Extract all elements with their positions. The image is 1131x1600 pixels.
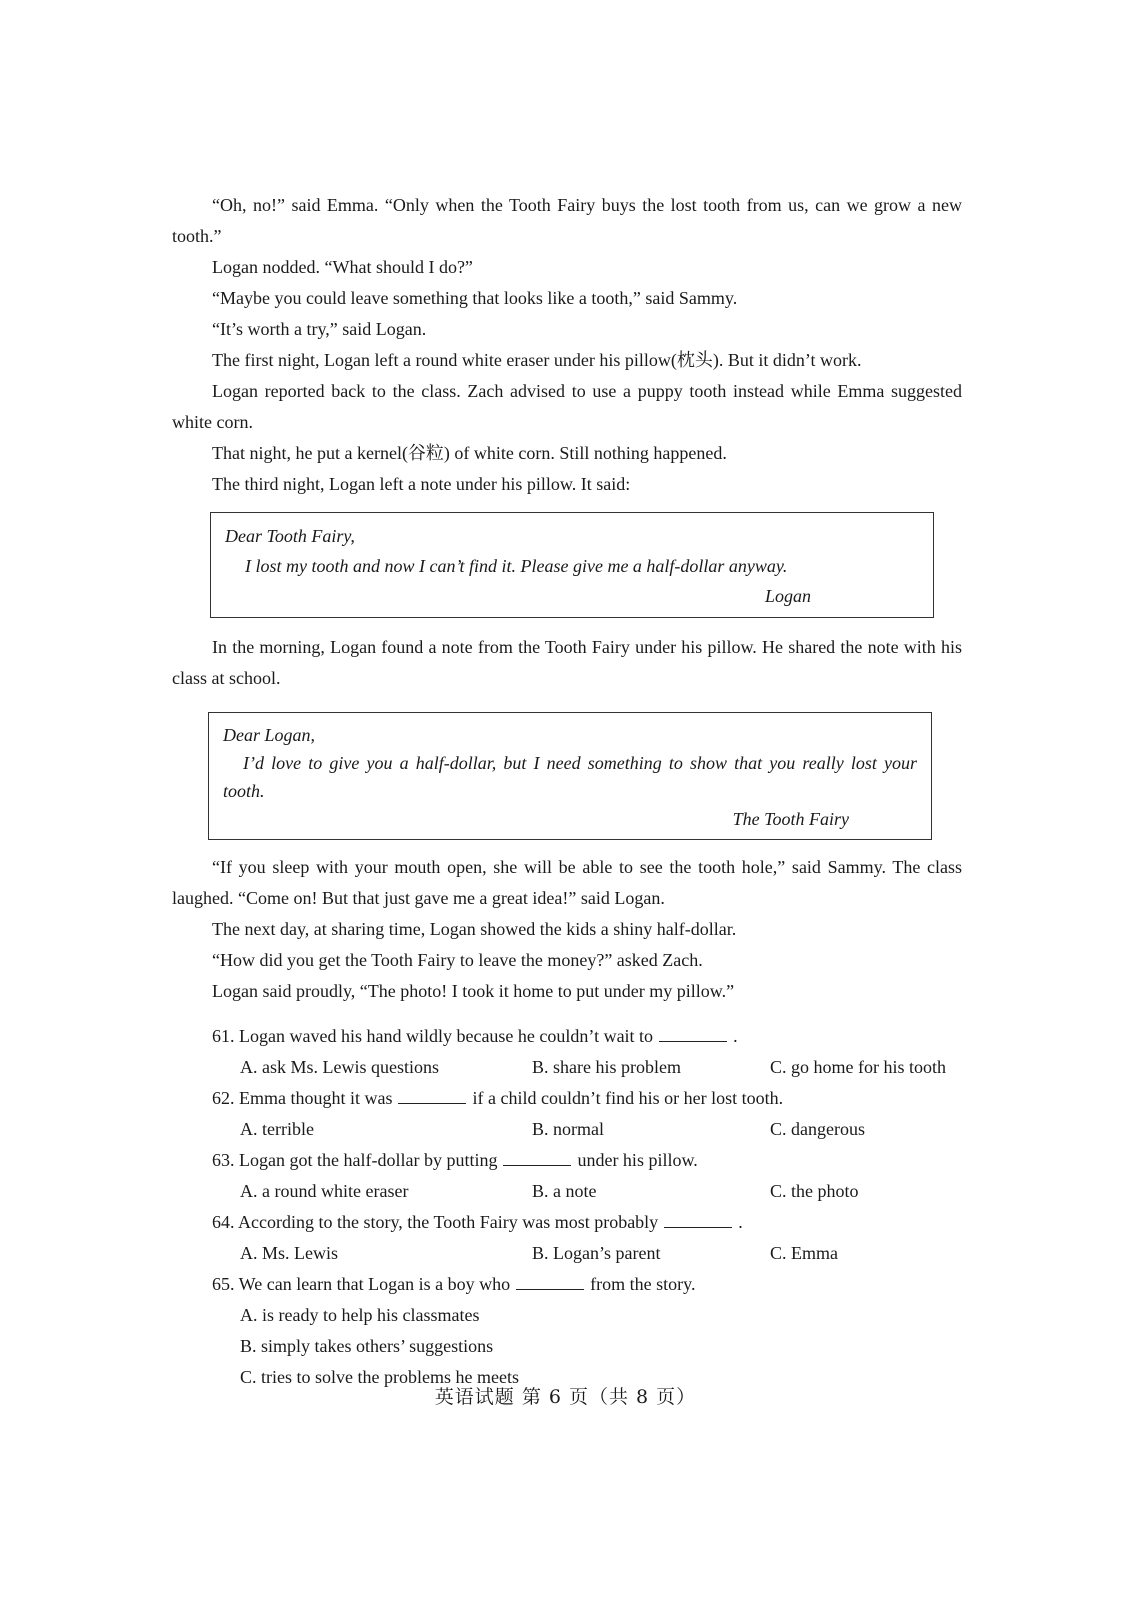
page-footer: 英语试题 第 6 页（共 8 页） [434, 1386, 697, 1408]
option-b: B. share his problem [532, 1057, 681, 1077]
document-page [172, 190, 962, 1393]
note-from-tooth-fairy [208, 712, 932, 840]
answer-blank [398, 1085, 466, 1104]
answer-options [172, 1114, 962, 1145]
note-salutation: Dear Logan, [223, 725, 316, 745]
option-b: B. normal [532, 1119, 604, 1139]
paragraph: That night, he put a kernel(谷粒) of white corn. Still nothing happened. [212, 443, 727, 463]
note-to-tooth-fairy [210, 512, 934, 618]
paragraph: The third night, Logan left a note under his pillow. It said: [212, 474, 631, 494]
paragraph: “Oh, no!” said Emma. “Only when the Tooth Fairy buys the lost tooth from us, can we grow a new tooth.” [172, 195, 962, 246]
paragraph: Logan said proudly, “The photo! I took it home to put under my pillow.” [212, 981, 735, 1001]
answer-blank [503, 1147, 571, 1166]
question-stem: 62. Emma thought it was if a child couldn’t find his or her lost tooth. [172, 1083, 962, 1114]
option-a: A. is ready to help his classmates [240, 1305, 480, 1325]
option-a: A. a round white eraser [240, 1181, 409, 1201]
note-salutation: Dear Tooth Fairy, [225, 526, 355, 546]
question-stem: 65. We can learn that Logan is a boy who from the story. [172, 1269, 962, 1300]
answer-blank [664, 1209, 732, 1228]
answer-blank [659, 1023, 727, 1042]
note-signature: The Tooth Fairy [732, 809, 849, 829]
paragraph: The next day, at sharing time, Logan showed the kids a shiny half-dollar. [212, 919, 737, 939]
option-c: C. Emma [770, 1243, 838, 1263]
paragraph: “Maybe you could leave something that looks like a tooth,” said Sammy. [212, 288, 738, 308]
option-c: C. dangerous [770, 1119, 865, 1139]
option-c: C. go home for his tooth [770, 1057, 946, 1077]
paragraph: In the morning, Logan found a note from the Tooth Fairy under his pillow. He shared the note with his class at school. [172, 637, 962, 688]
paragraph: Logan nodded. “What should I do?” [212, 257, 473, 277]
note-signature: Logan [764, 586, 811, 606]
answer-options [172, 1052, 962, 1083]
option-a: A. terrible [240, 1119, 314, 1139]
question-stem: 61. Logan waved his hand wildly because he couldn’t wait to . [172, 1021, 962, 1052]
option-a: A. Ms. Lewis [240, 1243, 338, 1263]
option-b: B. a note [532, 1181, 597, 1201]
paragraph: Logan reported back to the class. Zach advised to use a puppy tooth instead while Emma suggested white corn. [172, 381, 962, 432]
question-stem: 64. According to the story, the Tooth Fairy was most probably . [172, 1207, 962, 1238]
paragraph: “How did you get the Tooth Fairy to leave the money?” asked Zach. [212, 950, 703, 970]
answer-options [172, 1176, 962, 1207]
note-body: I’d love to give you a half-dollar, but I need something to show that you really lost your tooth. [223, 753, 917, 801]
answer-options [172, 1238, 962, 1269]
option-c: C. the photo [770, 1181, 859, 1201]
note-body: I lost my tooth and now I can’t find it. Please give me a half-dollar anyway. [245, 556, 788, 576]
option-b: B. Logan’s parent [532, 1243, 661, 1263]
question-stem: 63. Logan got the half-dollar by putting under his pillow. [172, 1145, 962, 1176]
paragraph: “It’s worth a try,” said Logan. [212, 319, 427, 339]
option-a: A. ask Ms. Lewis questions [240, 1057, 439, 1077]
paragraph: The first night, Logan left a round white eraser under his pillow(枕头). But it didn’t work. [212, 350, 862, 370]
answer-blank [516, 1271, 584, 1290]
option-c: C. tries to solve the problems he meets [240, 1367, 519, 1387]
paragraph: “If you sleep with your mouth open, she will be able to see the tooth hole,” said Sammy. The class laughed. “Come on! But that just gave me a great idea!” said Logan. [172, 857, 962, 908]
option-b: B. simply takes others’ suggestions [240, 1336, 494, 1356]
question-list [172, 1021, 962, 1393]
